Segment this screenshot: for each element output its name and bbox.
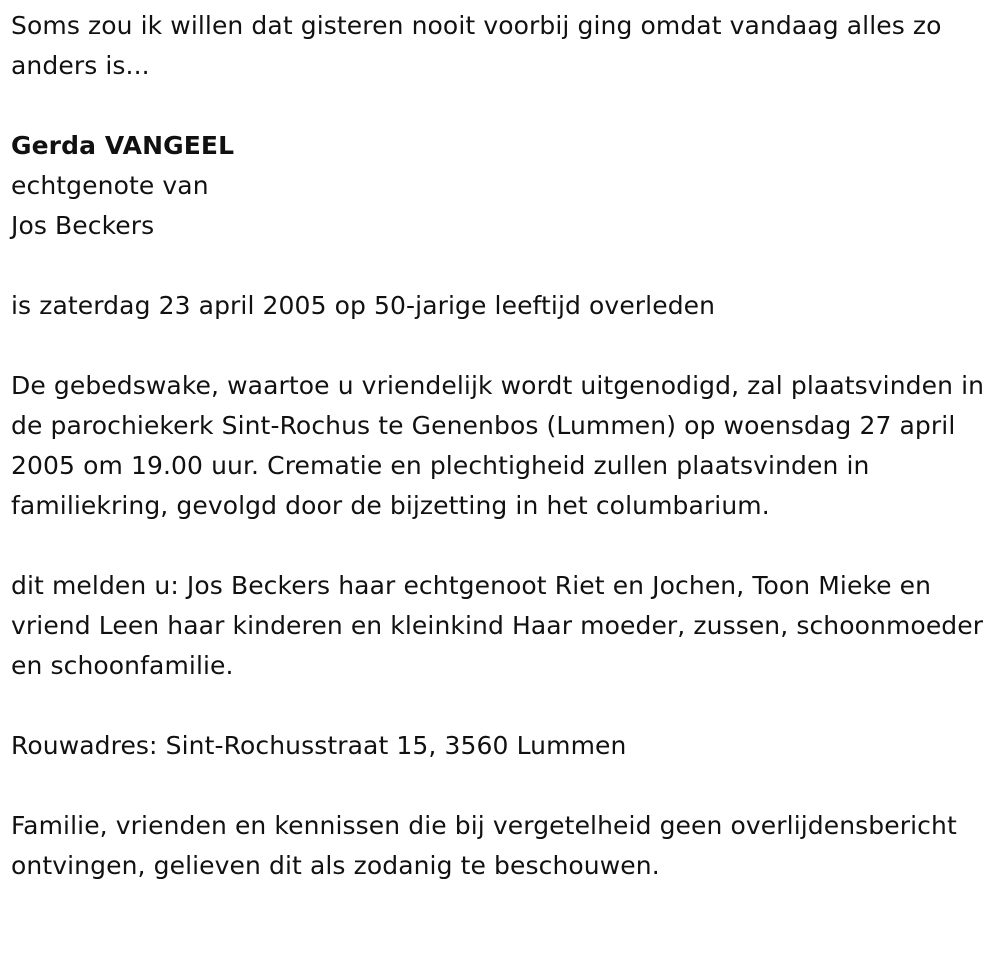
spacer bbox=[11, 766, 991, 806]
relation-text: echtgenote van bbox=[11, 171, 209, 200]
spacer bbox=[11, 86, 991, 126]
spacer bbox=[11, 686, 991, 726]
motto-text: Soms zou ik willen dat gisteren nooit voorbij ging omdat vandaag alles zo anders is... bbox=[11, 11, 942, 80]
spouse-name: Jos Beckers bbox=[11, 211, 155, 240]
announcers-paragraph: dit melden u: Jos Beckers haar echtgenoot Riet en Jochen, Toon Mieke en vriend Leen haar kinderen en kleinkind Haar moeder, zussen, schoonmoeder en schoonfamilie. bbox=[11, 571, 984, 680]
death-notice bbox=[11, 6, 991, 886]
spacer bbox=[11, 526, 991, 566]
mourning-address: Rouwadres: Sint-Rochusstraat 15, 3560 Lummen bbox=[11, 731, 627, 760]
death-statement: is zaterdag 23 april 2005 op 50-jarige leeftijd overleden bbox=[11, 291, 716, 320]
ceremony-paragraph: De gebedswake, waartoe u vriendelijk wordt uitgenodigd, zal plaatsvinden in de parochiekerk Sint-Rochus te Genenbos (Lummen) op woensdag 27 april 2005 om 19.00 uur. Crematie en plechtigheid zullen plaatsvinden in familiekring, gevolgd door de bijzetting in het columbarium. bbox=[11, 371, 985, 520]
closing-paragraph: Familie, vrienden en kennissen die bij vergetelheid geen overlijdensbericht ontvingen, gelieven dit als zodanig te beschouwen. bbox=[11, 811, 957, 880]
spacer bbox=[11, 326, 991, 366]
spacer bbox=[11, 246, 991, 286]
deceased-name: Gerda VANGEEL bbox=[11, 131, 235, 160]
